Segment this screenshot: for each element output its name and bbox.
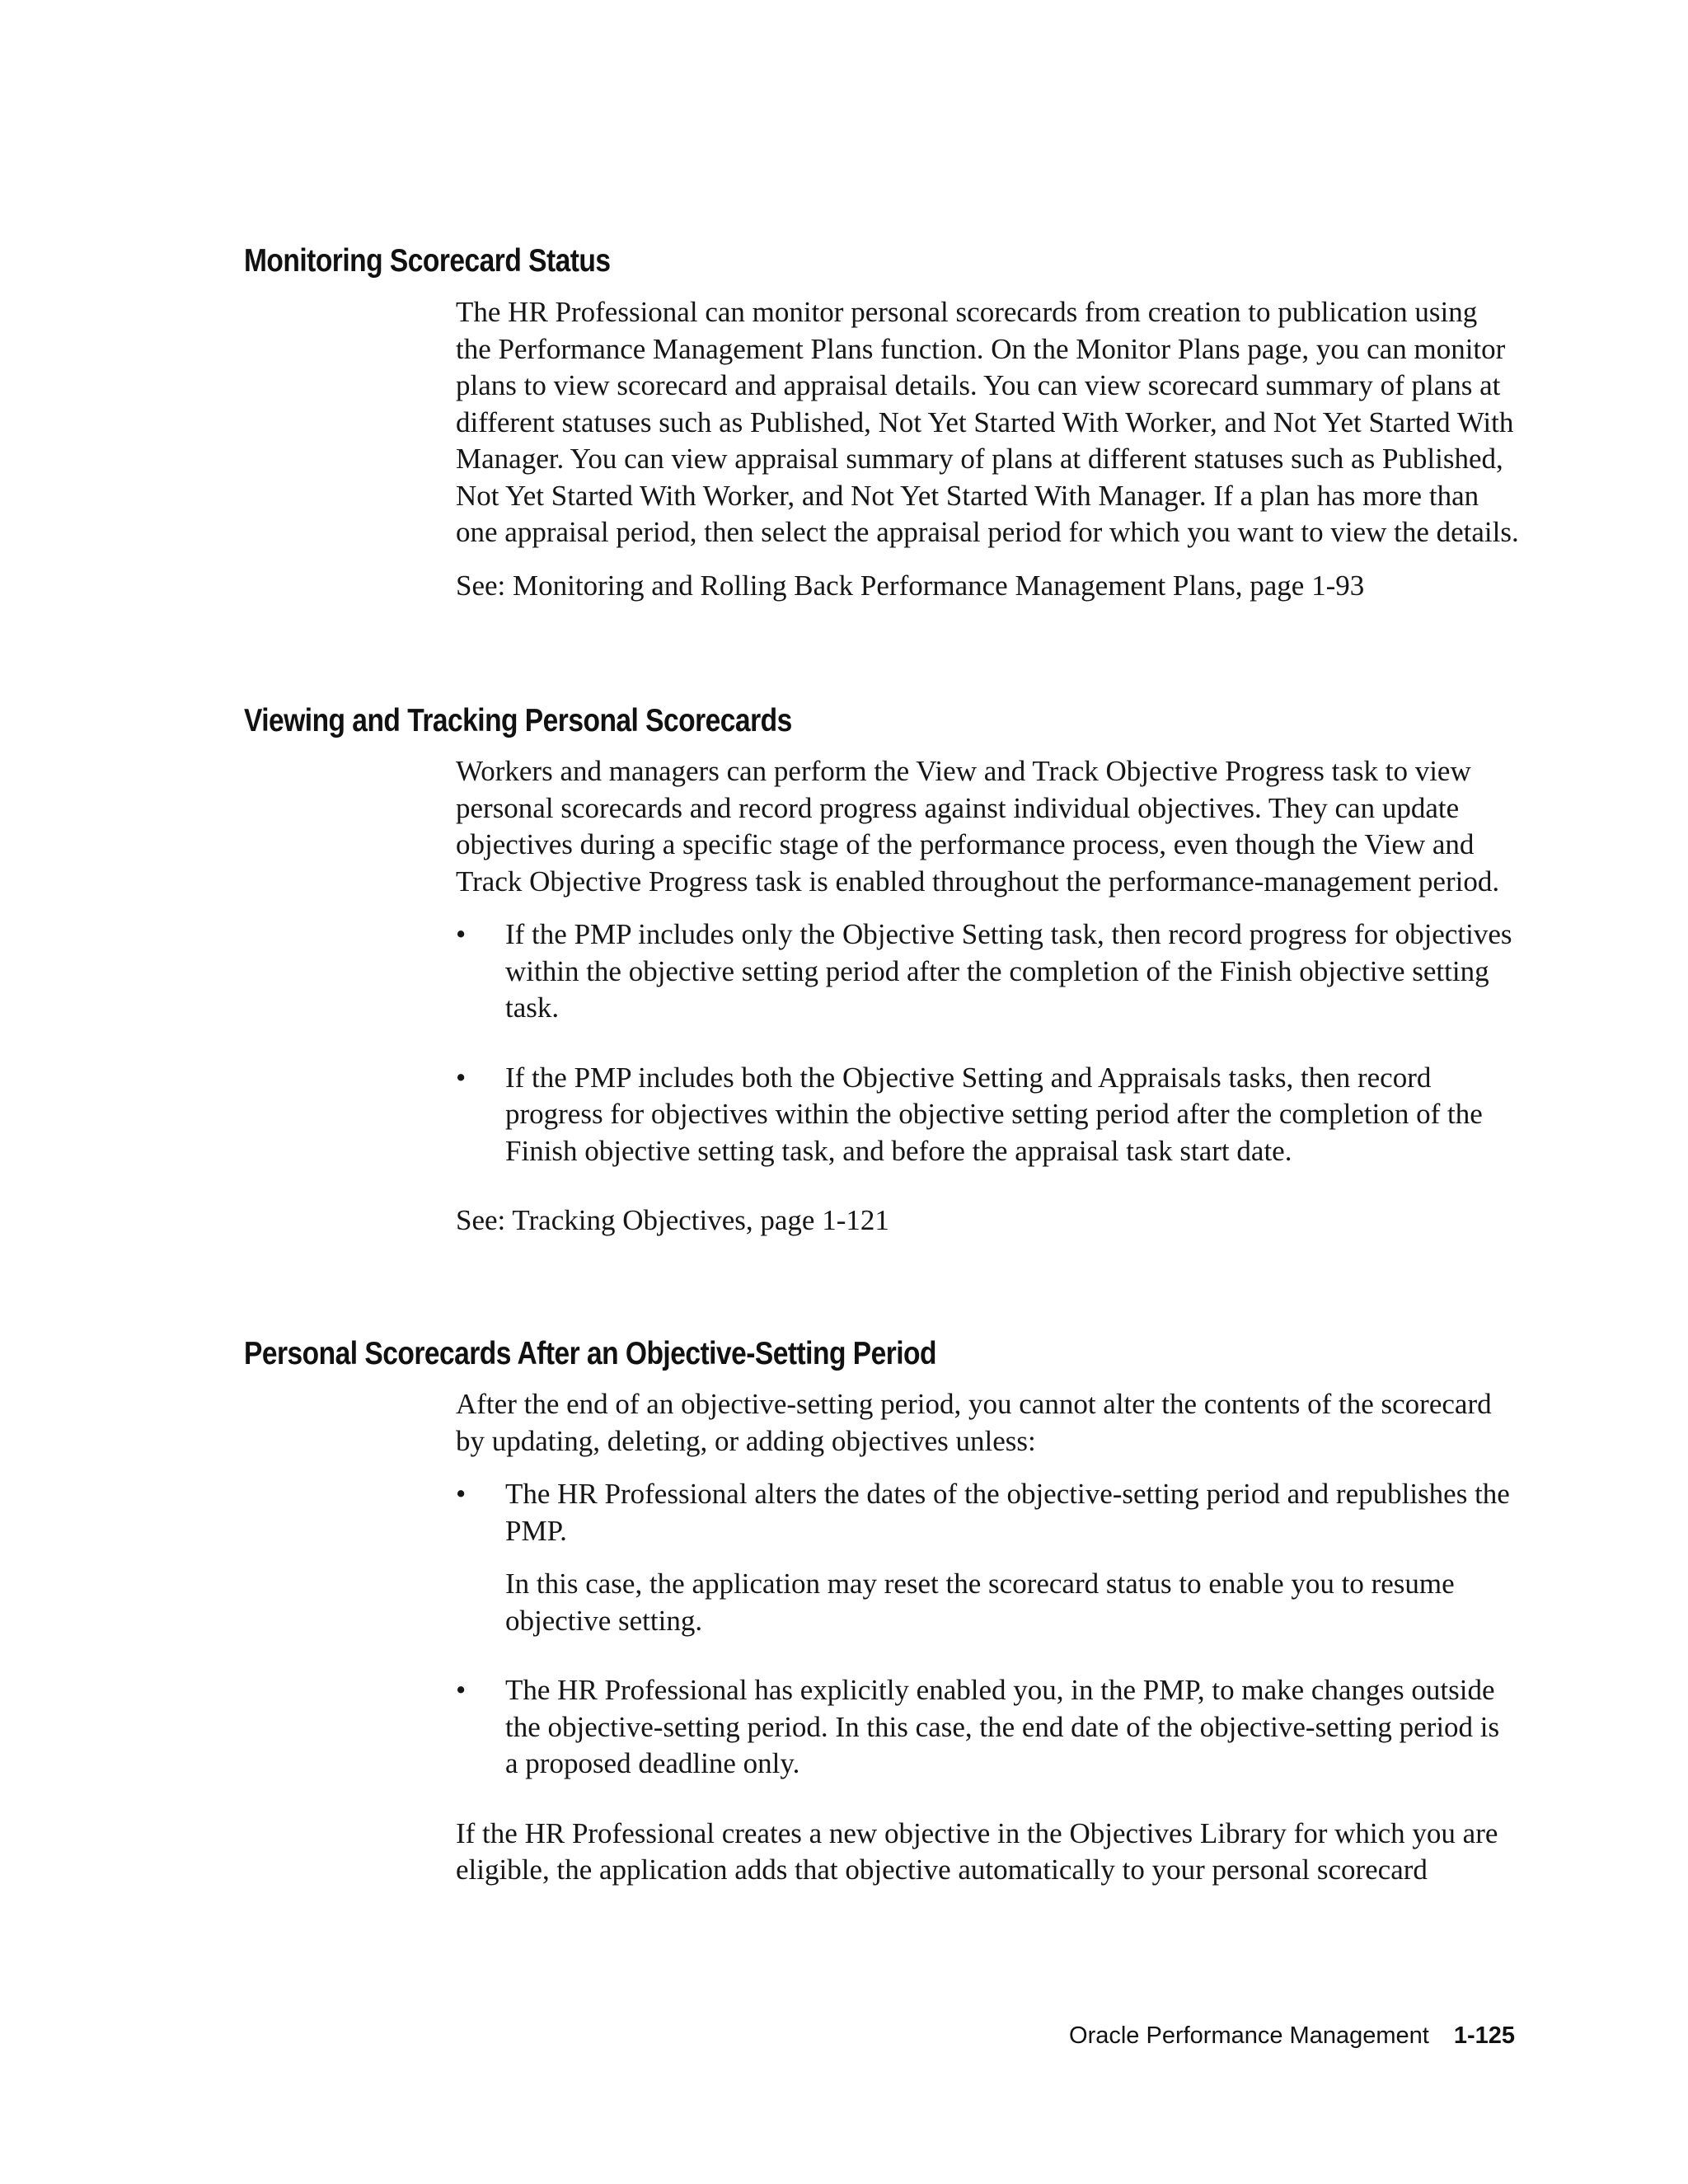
bullet-text: If the PMP includes only the Objective Setting task, then record progress for objectives within the objective setting period after the completion of the Finish objective setting task. xyxy=(505,918,1512,1024)
bullet-item xyxy=(456,1476,1519,1639)
paragraph: Workers and managers can perform the View and Track Objective Progress task to view personal scorecards and record progress against individual objectives. They can update objectives during a specific stage of the performance process, even though the View and Track Objective Progress task is enabled throughout the performance-management period. xyxy=(456,755,1500,898)
bullet-note: In this case, the application may reset the scorecard status to enable you to resume objective setting. xyxy=(505,1568,1455,1637)
cross-reference: See: Tracking Objectives, page 1-121 xyxy=(456,1204,889,1236)
section-heading-viewing-and-tracking: Viewing and Tracking Personal Scorecards xyxy=(244,703,792,738)
section-body-monitoring xyxy=(456,294,1519,604)
bullet-text: The HR Professional has explicitly enabled you, in the PMP, to make changes outside the objective-setting period. In this case, the end date of the objective-setting period is a proposed deadline only. xyxy=(505,1674,1500,1779)
bullet-item xyxy=(456,916,1519,1027)
section-heading-monitoring-scorecard-status: Monitoring Scorecard Status xyxy=(244,243,611,279)
bullet-glyph: • xyxy=(456,1674,467,1706)
section-body-after-period xyxy=(456,1386,1519,1889)
bullet-glyph: • xyxy=(456,1478,467,1510)
bullet-item xyxy=(456,1060,1519,1170)
closing-paragraph: If the HR Professional creates a new objective in the Objectives Library for which you are eligible, the application adds that objective automatically to your personal scorecard xyxy=(456,1816,1498,1886)
section-body-viewing xyxy=(456,753,1519,1240)
bullet-text: If the PMP includes both the Objective Setting and Appraisals tasks, then record progress for objectives within the objective setting period after the completion of the Finish objective setting task, and before the appraisal task start date. xyxy=(505,1061,1483,1167)
bullet-glyph: • xyxy=(456,1061,467,1094)
paragraph: The HR Professional can monitor personal scorecards from creation to publication using the Performance Management Plans function. On the Monitor Plans page, you can monitor plans to view scorecard and appraisal details. You can view scorecard summary of plans at different statuses such as Published, Not Yet Started With Worker, and Not Yet Started With Manager. You can view appraisal summary of plans at different statuses such as Published, Not Yet Started With Worker, and Not Yet Started With Manager. If a plan has more than one appraisal period, then select the appraisal period for which you want to view the details. xyxy=(456,296,1519,548)
footer-book-title: Oracle Performance Management xyxy=(1069,2022,1429,2049)
footer-page-number: 1-125 xyxy=(1453,2022,1515,2049)
section-heading-personal-scorecards-after: Personal Scorecards After an Objective-Setting Period xyxy=(244,1336,937,1371)
paragraph: After the end of an objective-setting period, you cannot alter the contents of the scorecard by updating, deleting, or adding objectives unless: xyxy=(456,1388,1492,1457)
cross-reference: See: Monitoring and Rolling Back Performance Management Plans, page 1-93 xyxy=(456,569,1365,602)
bullet-item xyxy=(456,1672,1519,1783)
bullet-glyph: • xyxy=(456,918,467,950)
page-footer xyxy=(1069,2021,1515,2050)
bullet-text: The HR Professional alters the dates of the objective-setting period and republishes the PMP. xyxy=(505,1478,1510,1547)
